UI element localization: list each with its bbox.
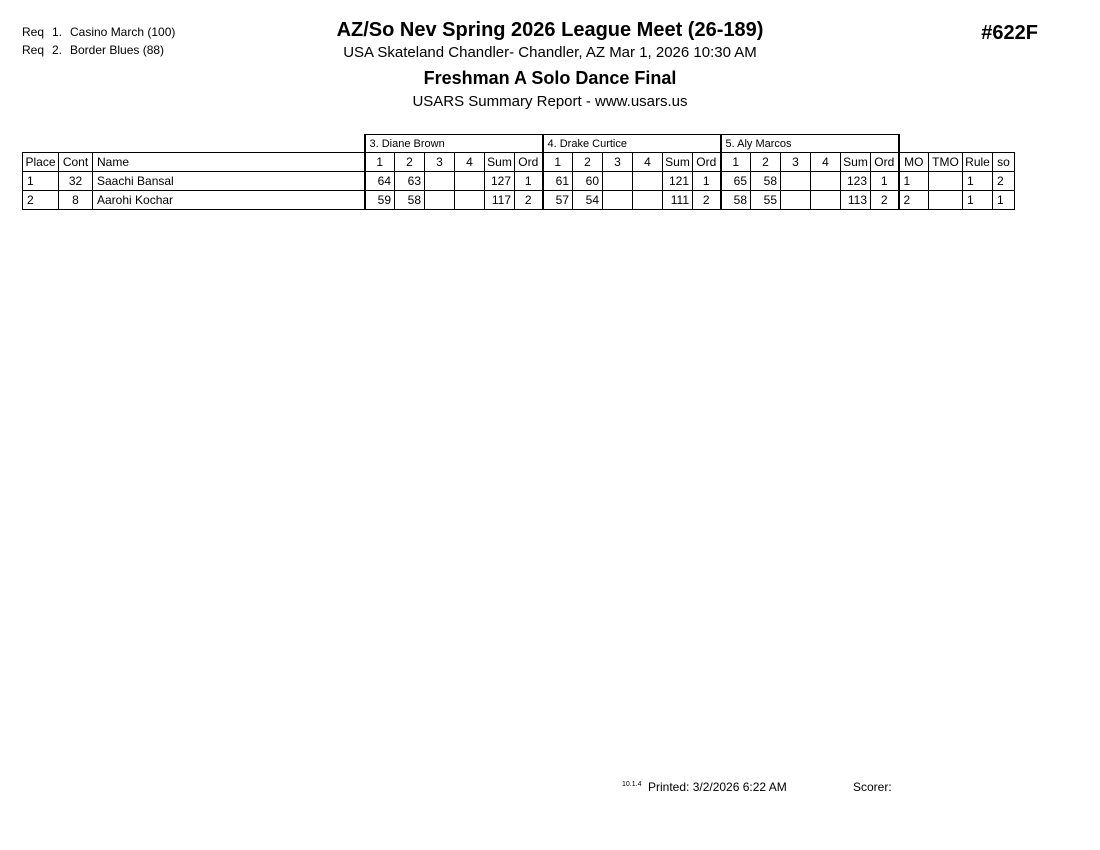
cell-so: 1 — [993, 191, 1015, 210]
cell-j2-score-1: 61 — [543, 172, 573, 191]
cell-j3-score-3 — [781, 191, 811, 210]
version-label: 10.1.4 — [622, 781, 642, 788]
report-header — [0, 18, 1100, 113]
header-j1-ord: Ord — [515, 153, 543, 172]
header-tmo: TMO — [929, 153, 963, 172]
cell-name: Saachi Bansal — [93, 172, 365, 191]
header-j3-score-3: 3 — [781, 153, 811, 172]
cell-j3-sum: 113 — [841, 191, 871, 210]
cell-j1-score-1: 59 — [365, 191, 395, 210]
header-j2-score-1: 1 — [543, 153, 573, 172]
header-j2-score-2: 2 — [573, 153, 603, 172]
cell-cont: 32 — [59, 172, 93, 191]
cell-name: Aarohi Kochar — [93, 191, 365, 210]
venue-line: USA Skateland Chandler- Chandler, AZ Mar 1, 2026 10:30 AM — [343, 44, 757, 61]
judge-label-1: 3. Diane Brown — [365, 135, 543, 153]
header-j3-sum: Sum — [841, 153, 871, 172]
cell-j3-ord: 1 — [871, 172, 899, 191]
meet-title: AZ/So Nev Spring 2026 League Meet (26-189) — [336, 19, 764, 41]
cell-j1-score-4 — [455, 172, 485, 191]
requirement-name: Border Blues (88) — [70, 43, 165, 57]
cell-j2-ord: 1 — [693, 172, 721, 191]
event-title: Freshman A Solo Dance Final — [423, 68, 677, 88]
judge-band-spacer — [59, 135, 93, 153]
header-j1-score-1: 1 — [365, 153, 395, 172]
cell-j2-score-4 — [633, 191, 663, 210]
header-j3-ord: Ord — [871, 153, 899, 172]
cell-j1-score-2: 58 — [395, 191, 425, 210]
cell-j3-score-1: 58 — [721, 191, 751, 210]
cell-j2-sum: 111 — [663, 191, 693, 210]
cell-j1-score-4 — [455, 191, 485, 210]
printed-timestamp: Printed: 3/2/2026 6:22 AM — [648, 780, 787, 794]
cell-j1-score-3 — [425, 172, 455, 191]
requirement-label: Req — [22, 25, 45, 39]
cell-j2-sum: 121 — [663, 172, 693, 191]
judge-band-spacer — [899, 135, 929, 153]
judge-band-spacer — [93, 135, 365, 153]
cell-tmo — [929, 191, 963, 210]
header-j1-score-3: 3 — [425, 153, 455, 172]
cell-j2-score-2: 54 — [573, 191, 603, 210]
cell-j1-score-2: 63 — [395, 172, 425, 191]
header-j1-score-2: 2 — [395, 153, 425, 172]
judge-band-spacer — [929, 135, 963, 153]
cell-j2-score-2: 60 — [573, 172, 603, 191]
sheet-number: #622F — [981, 22, 1038, 44]
header-j1-score-4: 4 — [455, 153, 485, 172]
cell-j3-score-4 — [811, 191, 841, 210]
judge-label-2: 4. Drake Curtice — [543, 135, 721, 153]
requirement-label: Req — [22, 43, 45, 57]
table-row — [23, 172, 1015, 191]
cell-mo: 1 — [899, 172, 929, 191]
cell-j1-ord: 2 — [515, 191, 543, 210]
cell-j2-score-3 — [603, 191, 633, 210]
cell-so: 2 — [993, 172, 1015, 191]
header-j1-sum: Sum — [485, 153, 515, 172]
results-table — [22, 134, 1015, 210]
cell-j3-ord: 2 — [871, 191, 899, 210]
cell-j3-score-3 — [781, 172, 811, 191]
cell-j1-sum: 127 — [485, 172, 515, 191]
cell-j1-score-1: 64 — [365, 172, 395, 191]
table-row — [23, 191, 1015, 210]
cell-rule: 1 — [963, 172, 993, 191]
cell-mo: 2 — [899, 191, 929, 210]
cell-j2-ord: 2 — [693, 191, 721, 210]
cell-j3-score-2: 55 — [751, 191, 781, 210]
requirement-name: Casino March (100) — [70, 25, 176, 39]
cell-j3-sum: 123 — [841, 172, 871, 191]
judge-band-spacer — [993, 135, 1015, 153]
scorer-label: Scorer: — [853, 780, 892, 794]
judge-band-spacer — [963, 135, 993, 153]
results-table-container — [22, 134, 1015, 210]
judge-label-3: 5. Aly Marcos — [721, 135, 899, 153]
table-header-row — [23, 153, 1015, 172]
header-j3-score-2: 2 — [751, 153, 781, 172]
cell-j3-score-1: 65 — [721, 172, 751, 191]
judge-band-row — [23, 135, 1015, 153]
requirement-number: 2. — [52, 43, 63, 57]
header-so: so — [993, 153, 1015, 172]
header-j3-score-1: 1 — [721, 153, 751, 172]
header-j2-score-4: 4 — [633, 153, 663, 172]
header-mo: MO — [899, 153, 929, 172]
header-name: Name — [93, 153, 365, 172]
cell-place: 1 — [23, 172, 59, 191]
cell-j1-ord: 1 — [515, 172, 543, 191]
header-j2-sum: Sum — [663, 153, 693, 172]
report-subtitle: USARS Summary Report - www.usars.us — [412, 93, 688, 110]
requirement-number: 1. — [52, 25, 63, 39]
header-j2-score-3: 3 — [603, 153, 633, 172]
cell-j1-score-3 — [425, 191, 455, 210]
cell-rule: 1 — [963, 191, 993, 210]
cell-j2-score-4 — [633, 172, 663, 191]
cell-tmo — [929, 172, 963, 191]
header-cont: Cont — [59, 153, 93, 172]
cell-j1-sum: 117 — [485, 191, 515, 210]
header-j3-score-4: 4 — [811, 153, 841, 172]
cell-j3-score-4 — [811, 172, 841, 191]
cell-cont: 8 — [59, 191, 93, 210]
cell-j2-score-1: 57 — [543, 191, 573, 210]
header-place: Place — [23, 153, 59, 172]
header-j2-ord: Ord — [693, 153, 721, 172]
cell-j3-score-2: 58 — [751, 172, 781, 191]
cell-place: 2 — [23, 191, 59, 210]
header-rule: Rule — [963, 153, 993, 172]
judge-band-spacer — [23, 135, 59, 153]
cell-j2-score-3 — [603, 172, 633, 191]
